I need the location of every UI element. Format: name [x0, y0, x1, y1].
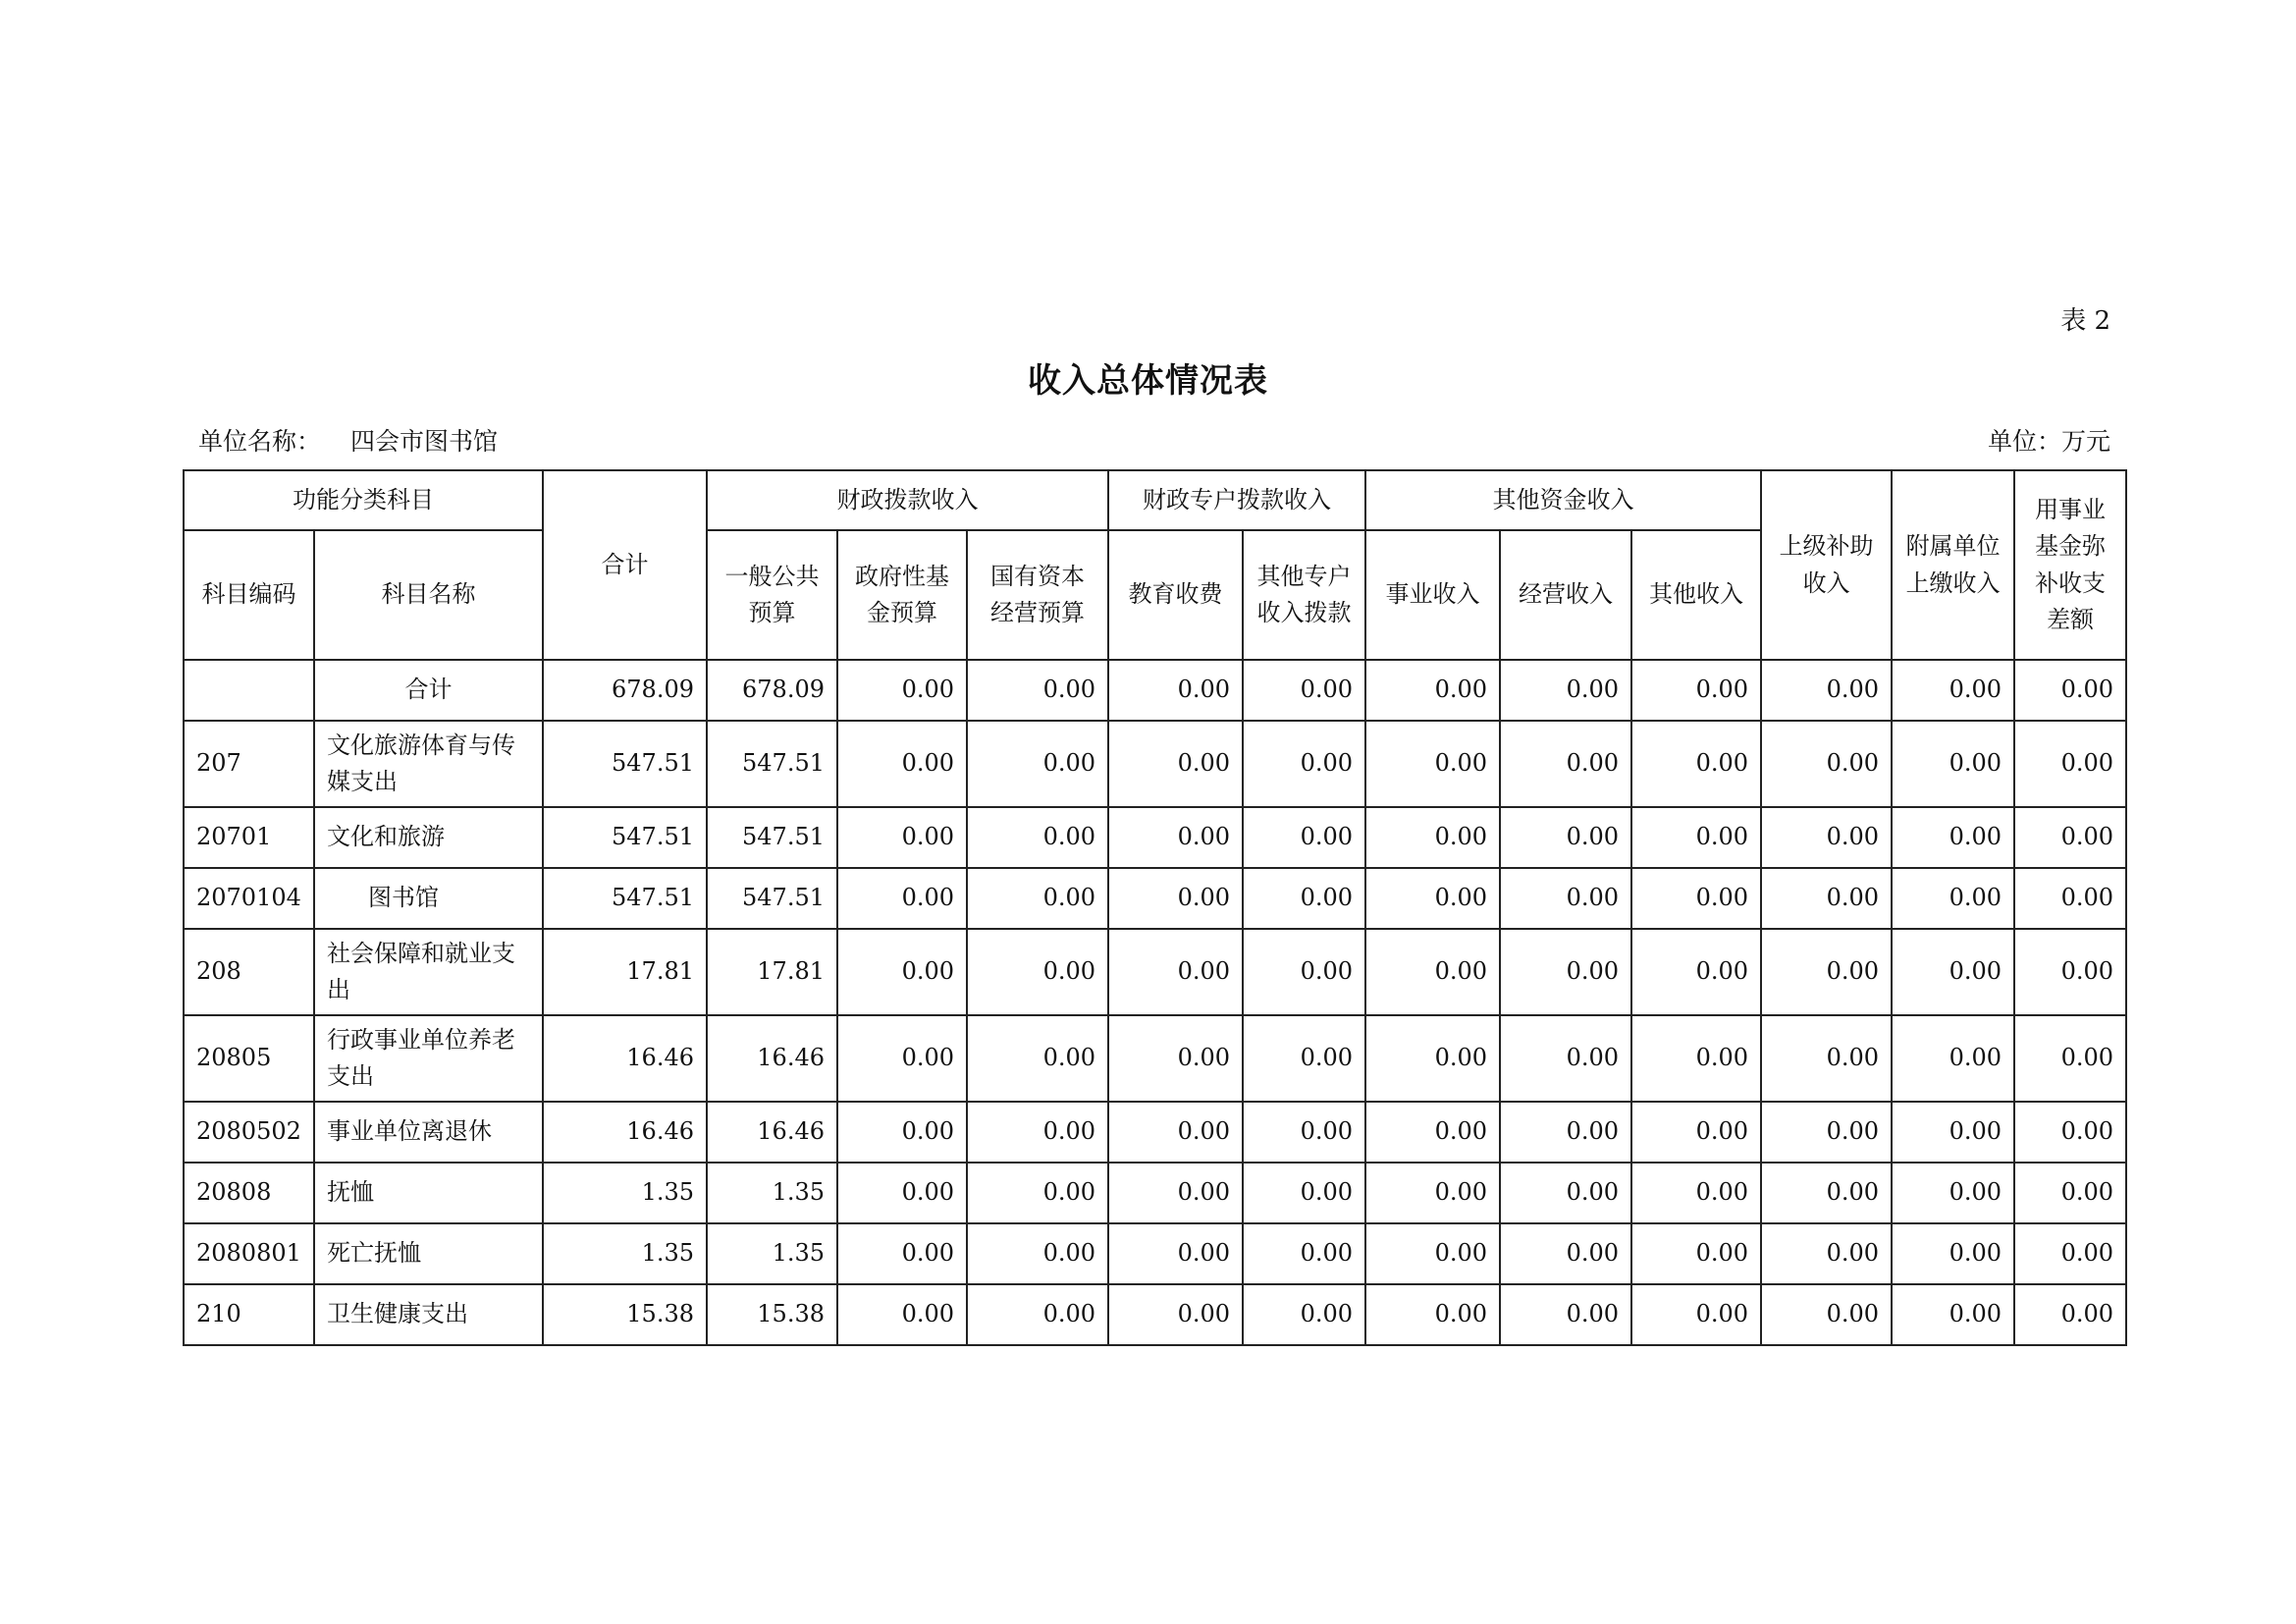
cell-affiliated: 0.00 [1892, 1102, 2014, 1163]
cell-fund-balance: 0.00 [2014, 1015, 2126, 1102]
cell-name: 行政事业单位养老支出 [314, 1015, 543, 1102]
cell-superior: 0.00 [1761, 929, 1892, 1015]
table-row [184, 1163, 2126, 1223]
cell-education: 0.00 [1108, 929, 1243, 1015]
header-gov-fund: 政府性基金预算 [837, 530, 967, 660]
header-name: 科目名称 [314, 530, 543, 660]
cell-other-special: 0.00 [1243, 807, 1365, 868]
cell-state-capital: 0.00 [967, 868, 1108, 929]
cell-superior: 0.00 [1761, 660, 1892, 721]
cell-business: 0.00 [1365, 721, 1500, 807]
cell-business: 0.00 [1365, 1015, 1500, 1102]
cell-total: 16.46 [543, 1102, 707, 1163]
cell-fund-balance: 0.00 [2014, 1102, 2126, 1163]
header-code: 科目编码 [184, 530, 314, 660]
cell-education: 0.00 [1108, 660, 1243, 721]
cell-general: 547.51 [707, 807, 837, 868]
cell-total: 1.35 [543, 1223, 707, 1284]
cell-other: 0.00 [1631, 929, 1761, 1015]
cell-affiliated: 0.00 [1892, 1163, 2014, 1223]
cell-code [184, 660, 314, 721]
cell-business: 0.00 [1365, 1223, 1500, 1284]
cell-code: 210 [184, 1284, 314, 1345]
header-func-class: 功能分类科目 [184, 470, 543, 530]
cell-state-capital: 0.00 [967, 1163, 1108, 1223]
cell-total: 547.51 [543, 807, 707, 868]
cell-operating: 0.00 [1500, 660, 1631, 721]
cell-gov-fund: 0.00 [837, 1102, 967, 1163]
cell-affiliated: 0.00 [1892, 1284, 2014, 1345]
header-fiscal: 财政拨款收入 [707, 470, 1108, 530]
cell-gov-fund: 0.00 [837, 721, 967, 807]
cell-superior: 0.00 [1761, 721, 1892, 807]
cell-operating: 0.00 [1500, 929, 1631, 1015]
cell-education: 0.00 [1108, 1223, 1243, 1284]
cell-fund-balance: 0.00 [2014, 721, 2126, 807]
cell-other-special: 0.00 [1243, 1163, 1365, 1223]
cell-gov-fund: 0.00 [837, 1015, 967, 1102]
header-affiliated: 附属单位上缴收入 [1892, 470, 2014, 660]
cell-operating: 0.00 [1500, 807, 1631, 868]
cell-other: 0.00 [1631, 1015, 1761, 1102]
cell-code: 208 [184, 929, 314, 1015]
cell-other: 0.00 [1631, 868, 1761, 929]
cell-gov-fund: 0.00 [837, 660, 967, 721]
cell-fund-balance: 0.00 [2014, 1284, 2126, 1345]
cell-superior: 0.00 [1761, 1102, 1892, 1163]
cell-other: 0.00 [1631, 1284, 1761, 1345]
cell-name: 抚恤 [314, 1163, 543, 1223]
cell-name: 事业单位离退休 [314, 1102, 543, 1163]
cell-education: 0.00 [1108, 721, 1243, 807]
cell-total: 1.35 [543, 1163, 707, 1223]
cell-education: 0.00 [1108, 1015, 1243, 1102]
cell-total: 17.81 [543, 929, 707, 1015]
cell-business: 0.00 [1365, 807, 1500, 868]
unit-name-value: 四会市图书馆 [350, 427, 499, 456]
table-row-total [184, 660, 2126, 721]
cell-name: 文化旅游体育与传媒支出 [314, 721, 543, 807]
cell-name: 合计 [314, 660, 543, 721]
cell-code: 20808 [184, 1163, 314, 1223]
cell-superior: 0.00 [1761, 868, 1892, 929]
header-other: 其他收入 [1631, 530, 1761, 660]
cell-operating: 0.00 [1500, 868, 1631, 929]
cell-education: 0.00 [1108, 807, 1243, 868]
cell-gov-fund: 0.00 [837, 807, 967, 868]
cell-general: 678.09 [707, 660, 837, 721]
cell-other: 0.00 [1631, 721, 1761, 807]
cell-other-special: 0.00 [1243, 660, 1365, 721]
cell-general: 17.81 [707, 929, 837, 1015]
cell-gov-fund: 0.00 [837, 1223, 967, 1284]
cell-gov-fund: 0.00 [837, 1163, 967, 1223]
unit-name-line [198, 422, 498, 458]
cell-total: 547.51 [543, 721, 707, 807]
cell-superior: 0.00 [1761, 1015, 1892, 1102]
cell-operating: 0.00 [1500, 721, 1631, 807]
cell-other: 0.00 [1631, 807, 1761, 868]
cell-other-special: 0.00 [1243, 1284, 1365, 1345]
cell-total: 16.46 [543, 1015, 707, 1102]
cell-operating: 0.00 [1500, 1015, 1631, 1102]
table-row [184, 1223, 2126, 1284]
cell-state-capital: 0.00 [967, 1284, 1108, 1345]
page-title: 收入总体情况表 [1028, 361, 1268, 401]
cell-affiliated: 0.00 [1892, 929, 2014, 1015]
header-fund-balance: 用事业基金弥补收支差额 [2014, 470, 2126, 660]
table-row [184, 807, 2126, 868]
cell-general: 547.51 [707, 868, 837, 929]
cell-name: 卫生健康支出 [314, 1284, 543, 1345]
cell-affiliated: 0.00 [1892, 1223, 2014, 1284]
cell-state-capital: 0.00 [967, 660, 1108, 721]
cell-affiliated: 0.00 [1892, 868, 2014, 929]
cell-name: 死亡抚恤 [314, 1223, 543, 1284]
cell-state-capital: 0.00 [967, 721, 1108, 807]
cell-business: 0.00 [1365, 660, 1500, 721]
table-number: 表 2 [2060, 306, 2110, 336]
cell-superior: 0.00 [1761, 1163, 1892, 1223]
cell-state-capital: 0.00 [967, 807, 1108, 868]
cell-fund-balance: 0.00 [2014, 929, 2126, 1015]
header-other-funds: 其他资金收入 [1365, 470, 1761, 530]
cell-code: 20701 [184, 807, 314, 868]
cell-code: 2080502 [184, 1102, 314, 1163]
cell-general: 16.46 [707, 1015, 837, 1102]
table-row [184, 868, 2126, 929]
cell-business: 0.00 [1365, 1284, 1500, 1345]
cell-business: 0.00 [1365, 1163, 1500, 1223]
cell-affiliated: 0.00 [1892, 1015, 2014, 1102]
cell-general: 547.51 [707, 721, 837, 807]
cell-other: 0.00 [1631, 660, 1761, 721]
cell-affiliated: 0.00 [1892, 721, 2014, 807]
header-business: 事业收入 [1365, 530, 1500, 660]
cell-business: 0.00 [1365, 868, 1500, 929]
cell-other: 0.00 [1631, 1223, 1761, 1284]
cell-education: 0.00 [1108, 1163, 1243, 1223]
table-row [184, 721, 2126, 807]
header-state-capital: 国有资本经营预算 [967, 530, 1108, 660]
cell-total: 15.38 [543, 1284, 707, 1345]
table-row [184, 1015, 2126, 1102]
cell-state-capital: 0.00 [967, 1223, 1108, 1284]
header-total: 合计 [543, 470, 707, 660]
cell-fund-balance: 0.00 [2014, 660, 2126, 721]
header-row-1 [184, 470, 2126, 530]
cell-other-special: 0.00 [1243, 1102, 1365, 1163]
cell-general: 16.46 [707, 1102, 837, 1163]
cell-total: 547.51 [543, 868, 707, 929]
cell-operating: 0.00 [1500, 1284, 1631, 1345]
header-general: 一般公共预算 [707, 530, 837, 660]
cell-operating: 0.00 [1500, 1102, 1631, 1163]
cell-state-capital: 0.00 [967, 929, 1108, 1015]
cell-other: 0.00 [1631, 1163, 1761, 1223]
cell-fund-balance: 0.00 [2014, 807, 2126, 868]
cell-operating: 0.00 [1500, 1163, 1631, 1223]
cell-total: 678.09 [543, 660, 707, 721]
cell-state-capital: 0.00 [967, 1015, 1108, 1102]
unit-name-label: 单位名称： [198, 427, 322, 456]
table-row [184, 1284, 2126, 1345]
header-superior: 上级补助收入 [1761, 470, 1892, 660]
cell-operating: 0.00 [1500, 1223, 1631, 1284]
cell-fund-balance: 0.00 [2014, 1223, 2126, 1284]
header-education: 教育收费 [1108, 530, 1243, 660]
cell-gov-fund: 0.00 [837, 929, 967, 1015]
cell-name: 文化和旅游 [314, 807, 543, 868]
cell-other: 0.00 [1631, 1102, 1761, 1163]
header-other-special: 其他专户收入拨款 [1243, 530, 1365, 660]
table-row [184, 929, 2126, 1015]
cell-business: 0.00 [1365, 1102, 1500, 1163]
cell-general: 1.35 [707, 1163, 837, 1223]
cell-superior: 0.00 [1761, 807, 1892, 868]
header-special: 财政专户拨款收入 [1108, 470, 1365, 530]
cell-gov-fund: 0.00 [837, 1284, 967, 1345]
currency-unit: 单位：万元 [1987, 427, 2110, 456]
cell-other-special: 0.00 [1243, 721, 1365, 807]
cell-other-special: 0.00 [1243, 1015, 1365, 1102]
cell-business: 0.00 [1365, 929, 1500, 1015]
cell-code: 2070104 [184, 868, 314, 929]
cell-education: 0.00 [1108, 1102, 1243, 1163]
cell-name: 社会保障和就业支出 [314, 929, 543, 1015]
cell-education: 0.00 [1108, 868, 1243, 929]
cell-superior: 0.00 [1761, 1223, 1892, 1284]
cell-state-capital: 0.00 [967, 1102, 1108, 1163]
table-row [184, 1102, 2126, 1163]
header-operating: 经营收入 [1500, 530, 1631, 660]
cell-other-special: 0.00 [1243, 868, 1365, 929]
cell-code: 20805 [184, 1015, 314, 1102]
cell-other-special: 0.00 [1243, 929, 1365, 1015]
cell-affiliated: 0.00 [1892, 807, 2014, 868]
cell-code: 207 [184, 721, 314, 807]
cell-general: 1.35 [707, 1223, 837, 1284]
cell-name: 图书馆 [314, 868, 543, 929]
cell-fund-balance: 0.00 [2014, 1163, 2126, 1223]
cell-gov-fund: 0.00 [837, 868, 967, 929]
cell-code: 2080801 [184, 1223, 314, 1284]
cell-education: 0.00 [1108, 1284, 1243, 1345]
cell-affiliated: 0.00 [1892, 660, 2014, 721]
income-summary-table [183, 469, 2127, 1346]
cell-fund-balance: 0.00 [2014, 868, 2126, 929]
cell-superior: 0.00 [1761, 1284, 1892, 1345]
cell-other-special: 0.00 [1243, 1223, 1365, 1284]
cell-general: 15.38 [707, 1284, 837, 1345]
